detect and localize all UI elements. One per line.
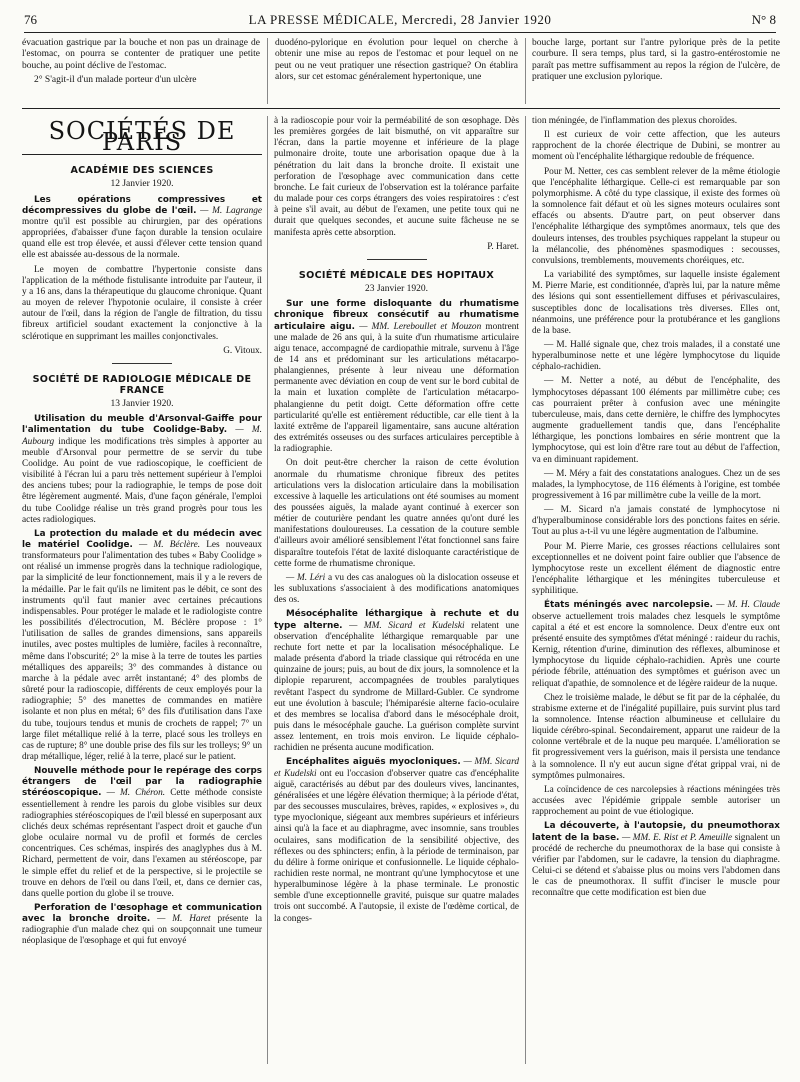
paragraph: On doit peut-être chercher la raison de cette évolution anormale du rhumatisme chronique fibreux des petites articulations vers la dislocation articulaire dans la mobilisation excessive à laquelle les articulations ont été soumises au moment des poussées aiguës, la malade ayant continué à exercer son métier de couturière pendant les quatre années qu'ont duré les manifestations douloureuses. La cessation de la couture semble d'ailleurs avoir amélioré sensiblement l'état fonctionnel sans faire disparaître toutefois l'état de laxité disloquante caractéristique de cette forme de rhumatisme chronique. [274, 458, 519, 569]
paragraph: Chez le troisième malade, le début se fit par de la céphalée, du strabisme externe et de l'inégalité pupillaire, puis survint plus tard la somnolence. Intense réaction albumineuse et cellulaire du liquide cérébro-spinal. Secondairement, apparut une raideur de la colonne vertébrale et de la nuque peu marquée. L'amélioration se fit progressivement vers la guérison, mais il persista une tendance à la somnolence. Il n'y eut aucun signe d'état grippal vrai, ni de symptômes pulmonaires. [532, 692, 780, 781]
paragraph [532, 821, 780, 899]
paragraph [22, 529, 262, 763]
paragraph: à la radioscopie pour voir la perméabilité de son œsophage. Dès les premières gorgées de lait bismuthé, on vit apparaître sur l'écran, dans la partie moyenne et inférieure de la plage pulmonaire droite, toute une arborisation opaque due à la pénétration du lait dans la bronche droite. Il existait une perforation de l'œsophage avec communication dans cette bronche. Le fait curieux de l'observation est la tolérance parfaite du malade pour ces corps étrangers des voies respiratoires : c'est à peine s'il avait, au début de l'examen, une petite toux qui ne durait que quelques secondes, et aucune suite fâcheuse ne se manifesta après cette absorption. [274, 116, 519, 238]
paragraph-heading: La protection du malade et du médecin avec le matériel Coolidge. [22, 528, 262, 550]
paragraph-text: ont eu l'occasion d'observer quatre cas d'encéphalite aiguë, caractérisés au début par des douleurs vives, lancinantes, généralisées et une légère élévation thermique; à la période d'état, par des secousses musculaires, brèves, rapides, « explosives », du type myoclonique, siégeant aux membres supérieurs et inférieurs ainsi qu'à la face et au diaphragme, avec insomnie, sans troubles oculaires, sans modification de la sensibilité objective, des réflexes ou des sphincters; enfin, à la période de terminaison, par du délire à forme onirique et confusionnelle. Le liquide céphalo-rachidien reste normal, ne montrant qu'une lymphocytose et une hyperalbuminose légère à la phase terminale. Le pronostic semble d'une exceptionnelle gravité, puisque sur quatre malades trois ont succombé. A l'autopsie, il existe de l'œdème cortical, de la conges- [274, 768, 519, 924]
signature: P. Haret. [487, 241, 519, 252]
paragraph-heading: Mésocéphalite léthargique à rechute et du type alterne. [274, 609, 519, 631]
issue-number: N° 8 [751, 12, 776, 27]
paragraph-heading: Perforation de l'œsophage et communication avec la bronche droite. [22, 903, 262, 925]
session-date: 13 Janvier 1920. [110, 399, 174, 410]
paragraph-text: indique les modifications très simples à apporter au meuble d'Arsonval pour permettre de se servir du tube Coolidge. Au point de vue radioscopique, le coefficient de visibilité à l'écran lui a paru très nettement supérieur à l'emploi des anciens tubes; pour la radiographie, le temps de pose doit être légèrement augmenté. Mais, d'une façon générale, l'emploi du tube Coolidge réalise un très grand progrès pour tous les actes radiologiques. [22, 436, 262, 525]
paragraph [22, 766, 262, 900]
paragraph-text: Cette méthode consiste essentiellement à rendre les parois du globe visibles sur deux radiographies stéréoscopiques de l'œil blessé en superposant aux clichés deux schémas représentant l'aspect droit et gauche d'un globe oculaire normal vu de profil et formés de cercles concentriques. Ces schémas, inspirés des anaglyphes dus à M. Richard, permettent de voir, dans l'examen au stéréoscope, par le simple effet du relief et de la perspective, si le projectile se trouve en dehors de l'œil ou dans l'œil, et, dans ce dernier cas, dans quelle portion du globe il se trouve. [22, 788, 263, 899]
author: — MM. Sicard et Kudelski [274, 757, 519, 779]
paragraph: — M. Netter a noté, au début de l'encéphalite, des lymphocytoses dépassant 100 éléments par millimètre cube; ces cas pourraient prêter à confusion avec une méningite tuberculeuse, mais, dans cette dernière, le chiffre des lymphocytes augmente graduellement tandis que, dans l'encéphalite léthargique, les ponctions lombaires en série montrent que la lymphocytose, qui est loin d'être rare tout au début de l'affection, va en diminuant rapidement. [532, 376, 780, 465]
paragraph-heading: Les opérations compressives et décompressives du globe de l'œil. [22, 194, 262, 216]
paragraph [274, 299, 519, 455]
body-column-1 [22, 117, 263, 951]
column-divider [267, 116, 268, 1064]
subsection-title: SOCIÉTÉ DE RADIOLOGIE MÉDICALE DE FRANCE [32, 373, 252, 396]
paragraph: Il est curieux de voir cette affection, que les auteurs rapprochent de la chorée électrique de Dubini, se montrer au moment où l'encéphalite léthargique redouble de fréquence. [532, 130, 780, 163]
author: — M. Lagrange [200, 205, 262, 216]
paragraph-text: Les nouveaux transformateurs pour l'alimentation des tubes « Baby Coolidge » ont réalisé un immense progrès dans la technique radiologique, par la simplicité de leur fonctionnement, mais il y a le revers de la médaille. Par le fait qu'ils ne limitent pas le débit, ce sont des instruments qu'il faut manier avec certaines précautions indispensables. Pour protéger le malade et le radiologiste contre les possibilités d'électrocution, M. Béclère propose : 1° l'utilisation de salles de grandes dimensions, sans appareils inutiles, avec postes multiples de lumière, faciles à reconnaître, même dans l'obscurité; 2° la mise à la terre de toutes les parties métalliques des appareils; 3° des commandes à distance ou marche à la pédale avec arrêt instantané; 4° des plombs de sûreté pour la radioscopie, différents de ceux employés pour la radiographie; 5° des manettes de commandes en matière isolante et non plus en métal; 6° des fils d'utilisation dans l'axe du tube, toujours tendus et munis de crochets de rappel; 7° un large filet métallique relié à la terre, placé sous les trolleys en cas de rupture; 8° une double prise des fils sur les trolleys; 9° un drap métallique, léger, relié à la terre, placé sur le patient. [22, 540, 262, 762]
paragraph-text: signalent un procédé de recherche du pneumothorax de la base qui consiste à vérifier par l'abdomen, sur le cadavre, la tension du diaphragme. Celui-ci se détend et s'abaisse plus ou moins vers l'abdomen dans le cas de pneumothorax. Il suffit d'inciser le muscle pour reconnaître que cette modification est bien due [532, 832, 780, 899]
section-rule [22, 108, 780, 109]
author: — MM. E. Rist et P. Ameuille [621, 832, 733, 843]
paragraph [22, 195, 262, 262]
paragraph [22, 414, 262, 526]
column-divider [525, 116, 526, 1064]
paragraph-heading: Sur une forme disloquante du rhumatisme chronique fibreux consécutif au rhumatisme articulaire aigu. [274, 299, 519, 332]
paragraph: La coïncidence de ces narcolepsies à réactions méningées très accusées avec l'épidémie grippale semble autoriser un rapprochement au point de vue étiologique. [532, 784, 780, 818]
top-column-2 [275, 38, 518, 86]
paragraph-text: a vu des cas analogues où la dislocation osseuse et les subluxations s'associaient à des modifications anatomiques des os. [274, 572, 519, 606]
paragraph-heading: États méningés avec narcolepsie. [544, 600, 714, 611]
paragraph-heading: La découverte, à l'autopsie, du pneumothorax latent de la base. [532, 821, 780, 843]
session-date: 23 Janvier 1920. [364, 284, 429, 295]
body-column-3 [532, 116, 780, 902]
paragraph-heading: Utilisation du meuble d'Arsonval-Gaiffe pour l'alimentation du tube Coolidge-Baby. [22, 414, 262, 436]
paragraph: — M. Méry a fait des constatations analogues. Chez un de ses malades, la lymphocytose, de 116 éléments à l'origine, est tombée progressivement à 16 par millimètre cube la veille de la mort. [532, 468, 780, 501]
paragraph-heading: Nouvelle méthode pour le repérage des corps étrangers de l'œil par la radiographie stéréoscopique. [22, 766, 262, 799]
author: — M. Chéron. [106, 788, 166, 799]
session-date: 12 Janvier 1920. [110, 179, 174, 190]
paragraph: — M. Sicard n'a jamais constaté de lymphocytose ni d'hyperalbuminose considérable lors des ponctions faites en série. Tout au plus a-t-il vu une légère augmentation de l'albumine. [532, 505, 780, 538]
author: — M. H. Claude [716, 600, 781, 611]
paragraph: Pour M. Netter, ces cas semblent relever de la même étiologie que l'encéphalite léthargique. Celle-ci est remarquable par son polymorphisme. A côté du type classique, il existe des formes où la somnolence fait défaut et où les signes moteurs oculaires sont effacés ou absents. D'autre part, on peut observer dans l'encéphalite léthargique des symptômes anormaux, tels que des douleurs intenses, des troubles psychiques rappelant la stupeur ou la mélancolie, des phénomènes spasmodiques : secousses, convulsions, tremblements, mouvements choréiques, etc. [532, 166, 780, 266]
paragraph: La variabilité des symptômes, sur laquelle insiste également M. Pierre Marie, est conditionnée, d'après lui, par la nature même des lésions qui sont essentiellement diffuses et périvasculaires, susceptibles donc de localisations très diverses. Elles ont, néanmoins, une préférence pour la protubérance et les ganglions de la base. [532, 270, 780, 336]
column-divider [525, 38, 526, 104]
subsection-title: SOCIÉTÉ MÉDICALE DES HOPITAUX [298, 269, 495, 281]
body-column-2 [274, 116, 519, 928]
author: — M. Béclère. [139, 540, 201, 550]
author: — M. Léri [286, 572, 326, 583]
paragraph [274, 573, 519, 606]
paragraph-text: présente la radiographie d'un malade chez qui on soupçonnait une tumeur néoplasique de l'œsophage et qui fut envoyé [22, 914, 262, 947]
author: — M. Haret [157, 914, 211, 925]
paragraph-text: montre qu'il est possible au chirurgien, par des opérations appropriées, d'abaisser d'une façon durable la tension oculaire quand elle est trop élevée, et aussi d'élever cette tension quand elle est abaissée au-dessous de la normale. [22, 216, 262, 261]
paragraph: Pour M. Pierre Marie, ces grosses réactions cellulaires sont exceptionnelles et ne doivent point faire oublier que l'absence de lymphocytose reste un excellent élément de diagnostic entre l'encéphalite léthargique et les méningites tuberculeuse et syphilitique. [532, 541, 780, 597]
paragraph: bouche large, portant sur l'antre pylorique près de la petite courbure. Il sera temps, plus tard, si la gastro-entérostomie ne paraît pas mettre suffisamment au repos la région de l'ulcère, de pratiquer une exclusion pylorique. [532, 38, 780, 82]
section-title: SOCIÉTÉS DE PARIS [22, 126, 262, 155]
paragraph-text: observe actuellement trois malades chez lesquels le symptôme capital a été et est encore la somnolence. Deux d'entre eux ont présenté ensuite des symptômes d'état méningé : raideur du rachis, Kernig, rétention d'urine, diminution des réflexes, albuminose et lymphocytose du liquide céphalo-rachidien. Après une courte période fébrile, atténuation des symptômes et guérison avec un reliquat d'apathie, de somnolence et de légère raideur de la nuque. [532, 611, 780, 689]
signature: G. Vitoux. [223, 345, 262, 356]
author: — M. Aubourg [22, 425, 262, 447]
paragraph [22, 903, 262, 948]
paragraph: évacuation gastrique par la bouche et non pas un drainage de l'estomac, on pourra se contenter de pratiquer une petite bouche, au point déclive de l'estomac. [22, 38, 260, 71]
divider [367, 259, 427, 260]
paragraph: — M. Hallé signale que, chez trois malades, il a constaté une hyperalbuminose nette et une légère lymphocytose du liquide céphalo-rachidien. [532, 339, 780, 373]
journal-name: LA PRESSE MÉDICALE, [248, 12, 398, 27]
paragraph-text: montrent une malade de 26 ans qui, à la suite d'un rhumatisme articulaire aigu tenace, accompagné de cardiopathie mitrale, survenu à l'âge de 14 ans et prédominant sur les articulations métacarpo-phalangiennes, présente à leur niveau une déformation permanente avec déviation en coup de vent sur le bord cubital de la main et luxation complète de l'articulation métacarpo-phalangienne du petit doigt. Cette déformation offre cette particularité qu'elle est entièrement réductible, car elle tient à la laxité extrême de l'appareil ligamentaire, sans aucune altération des extrémités osseuses ou des surfaces articulaires perceptible à la radiographie. [274, 321, 519, 455]
paragraph: duodéno-pylorique en évolution pour lequel on cherche à obtenir une mise au repos de l'estomac et pour lequel on ne peut ou ne veut pratiquer une résection gastrique? On établira alors, sur cet estomac généralement hypertonique, une [275, 38, 518, 82]
page-header [24, 10, 776, 33]
paragraph [532, 600, 780, 689]
column-divider [267, 38, 268, 104]
issue-date: Mercredi, 28 Janvier 1920 [401, 12, 552, 27]
paragraph: Le moyen de combattre l'hypertonie consiste dans l'application de la méthode fistulisante introduite par l'auteur, il y a 16 ans, dans la thérapeutique du glaucome chronique. Quant au moyen de relever l'hypotonie oculaire, il consiste à créer autour de l'œil, dans la région de l'angle de filtration, du tissu fibreux artificiel soudant exactement la conjonctive à la sclérotique en supprimant les mailles conjonctivales. [22, 264, 262, 342]
paragraph [274, 609, 519, 754]
paragraph [274, 757, 519, 924]
author: — MM. Sicard et Kudelski [349, 620, 465, 631]
top-column-1 [22, 38, 260, 89]
author: — MM. Lereboullet et Mouzon [359, 321, 482, 332]
top-column-3 [532, 38, 780, 86]
paragraph: 2° S'agit-il d'un malade porteur d'un ulcère [34, 74, 197, 85]
journal-title [24, 12, 776, 28]
paragraph: tion méningée, de l'inflammation des plexus choroïdes. [532, 116, 738, 126]
divider [112, 363, 172, 364]
subsection-title: ACADÉMIE DES SCIENCES [70, 165, 214, 177]
paragraph-heading: Encéphalites aiguës myocloniques. [286, 757, 461, 768]
paragraph-text: relatent une observation d'encéphalite léthargique remarquable par une rechute fort nette et par la localisation mésocéphalique. Le malade présenta d'abord la triade classique qui rétrocéda en une quinzaine de jours; puis, au bout de dix jours, la somnolence et la diplopie reparurent, accompagnées de troubles paralytiques revêtant l'aspect du syndrome de Millard-Gubler. Ce syndrome eut une évolution à bascule; l'hémiparésie alterne facio-oculaire et des membres se localisa d'abord dans le mésocéphale droit, puis dans le mésocéphale gauche. La guérison complète survint assez lentement, en trois mois environ. Le liquide céphalo-rachidien ne présenta aucune modification. [274, 620, 519, 754]
page-number: 76 [24, 12, 37, 27]
